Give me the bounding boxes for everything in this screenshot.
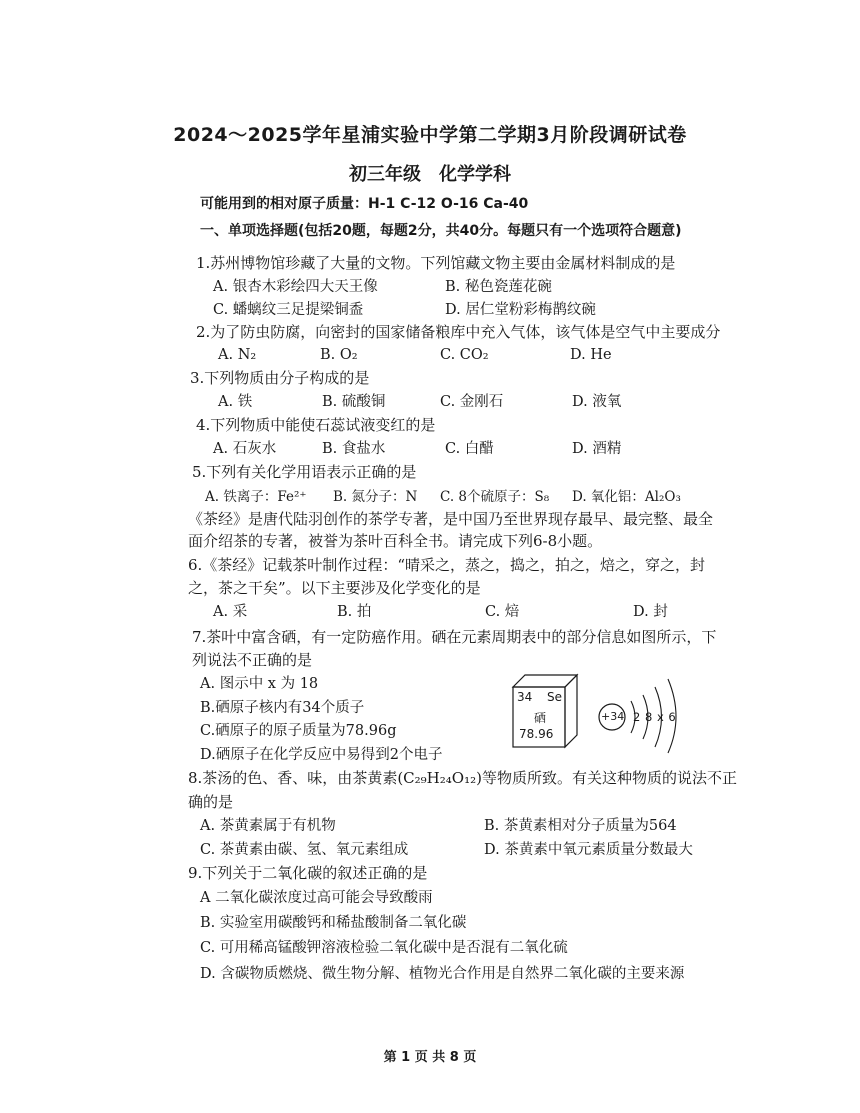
question-8-option-b: B. 茶黄素相对分子质量为564 — [484, 818, 677, 834]
question-5-option-a: A. 铁离子：Fe²⁺ — [205, 489, 307, 505]
question-8-option-c: C. 茶黄素由碳、氢、氧元素组成 — [200, 842, 409, 858]
question-7-option-c: C.硒原子的原子质量为78.96g — [200, 723, 397, 739]
question-8-stem-line-2: 确的是 — [188, 793, 234, 811]
question-2-option-c: C. CO₂ — [440, 347, 489, 363]
section-heading: 一、单项选择题(包括20题，每题2分，共40分。每题只有一个选项符合题意) — [200, 223, 682, 239]
question-8-option-d: D. 茶黄素中氧元素质量分数最大 — [484, 842, 693, 858]
element-name: 硒 — [534, 711, 547, 725]
question-5-option-b: B. 氮分子：N — [333, 489, 418, 505]
question-8-option-a: A. 茶黄素属于有机物 — [200, 818, 336, 834]
question-7-option-a: A. 图示中 x 为 18 — [200, 676, 319, 692]
question-9-option-a: A 二氧化碳浓度过高可能会导致酸雨 — [200, 890, 433, 906]
question-5-stem: 5.下列有关化学用语表示正确的是 — [192, 463, 417, 481]
question-6-stem-line-2: 之，茶之干矣”。以下主要涉及化学变化的是 — [188, 579, 481, 597]
page-subtitle: 初三年级 化学学科 — [349, 164, 511, 185]
element-symbol: Se — [547, 690, 562, 704]
question-9-option-b: B. 实验室用碳酸钙和稀盐酸制备二氧化碳 — [200, 915, 467, 931]
question-6-option-b: B. 拍 — [337, 604, 372, 620]
question-3-option-c: C. 金刚石 — [440, 394, 504, 410]
question-6-option-d: D. 封 — [633, 604, 668, 620]
question-4-option-b: B. 食盐水 — [322, 441, 386, 457]
passage-line-2: 面介绍茶的专著，被誉为茶叶百科全书。请完成下列6-8小题。 — [188, 532, 603, 550]
element-atomic-number: 34 — [517, 690, 533, 704]
page-footer: 第 1 页 共 8 页 — [383, 1050, 477, 1065]
question-1-option-d: D. 居仁堂粉彩梅鹊纹碗 — [445, 302, 596, 318]
question-8-stem-line-1: 8.茶汤的色、香、味，由茶黄素(C₂₉H₂₄O₁₂)等物质所致。有关这种物质的说法不正 — [188, 769, 737, 787]
question-7-stem-line-2: 列说法不正确的是 — [192, 651, 313, 669]
question-1-stem: 1.苏州博物馆珍藏了大量的文物。下列馆藏文物主要由金属材料制成的是 — [196, 254, 676, 272]
question-4-option-d: D. 酒精 — [572, 441, 622, 457]
question-2-option-b: B. O₂ — [320, 347, 358, 363]
question-6-stem-line-1: 6.《茶经》记载茶叶制作过程：“晴采之，蒸之，捣之，拍之，焙之，穿之，封 — [188, 556, 705, 574]
question-1-option-a: A. 银杏木彩绘四大天王像 — [213, 279, 378, 295]
question-4-option-a: A. 石灰水 — [213, 441, 277, 457]
question-3-stem: 3.下列物质由分子构成的是 — [190, 369, 370, 387]
question-9-option-d: D. 含碳物质燃烧、微生物分解、植物光合作用是自然界二氧化碳的主要来源 — [200, 966, 685, 982]
page-title: 2024～2025学年星浦实验中学第二学期3月阶段调研试卷 — [173, 124, 687, 146]
passage-line-1: 《茶经》是唐代陆羽创作的茶学专著，是中国乃至世界现存最早、最完整、最全 — [188, 510, 714, 528]
question-3-option-a: A. 铁 — [218, 394, 253, 410]
question-1-option-c: C. 蟠螭纹三足提梁铜盉 — [213, 302, 364, 318]
question-7-option-d: D.硒原子在化学反应中易得到2个电子 — [200, 747, 443, 763]
question-6-option-c: C. 焙 — [485, 604, 520, 620]
question-2-option-a: A. N₂ — [218, 347, 257, 363]
question-2-stem: 2.为了防虫防腐，向密封的国家储备粮库中充入气体，该气体是空气中主要成分 — [196, 323, 721, 341]
selenium-figure — [505, 665, 705, 755]
question-7-stem-line-1: 7.茶叶中富含硒，有一定防癌作用。硒在元素周期表中的部分信息如图所示，下 — [192, 628, 717, 646]
question-6-option-a: A. 采 — [213, 604, 248, 620]
question-5-option-c: C. 8个硫原子：S₈ — [440, 489, 550, 505]
question-4-stem: 4.下列物质中能使石蕊试液变红的是 — [196, 416, 436, 434]
question-9-stem: 9.下列关于二氧化碳的叙述正确的是 — [188, 864, 428, 882]
question-2-option-d: D. He — [570, 347, 612, 363]
question-3-option-d: D. 液氧 — [572, 394, 622, 410]
question-7-option-b: B.硒原子核内有34个质子 — [200, 700, 365, 716]
question-1-option-b: B. 秘色瓷莲花碗 — [445, 279, 552, 295]
question-9-option-c: C. 可用稀高锰酸钾溶液检验二氧化碳中是否混有二氧化硫 — [200, 940, 568, 956]
question-3-option-b: B. 硫酸铜 — [322, 394, 386, 410]
nucleus-charge: +34 — [601, 710, 625, 723]
question-5-option-d: D. 氧化铝：Al₂O₃ — [572, 489, 681, 505]
question-4-option-c: C. 白醋 — [445, 441, 494, 457]
atomic-mass-note: 可能用到的相对原子质量：H-1 C-12 O-16 Ca-40 — [200, 196, 529, 212]
electron-shell-counts: 2 8 x 6 — [633, 710, 676, 724]
element-atomic-mass: 78.96 — [519, 727, 554, 741]
cube-side-face — [565, 675, 577, 747]
